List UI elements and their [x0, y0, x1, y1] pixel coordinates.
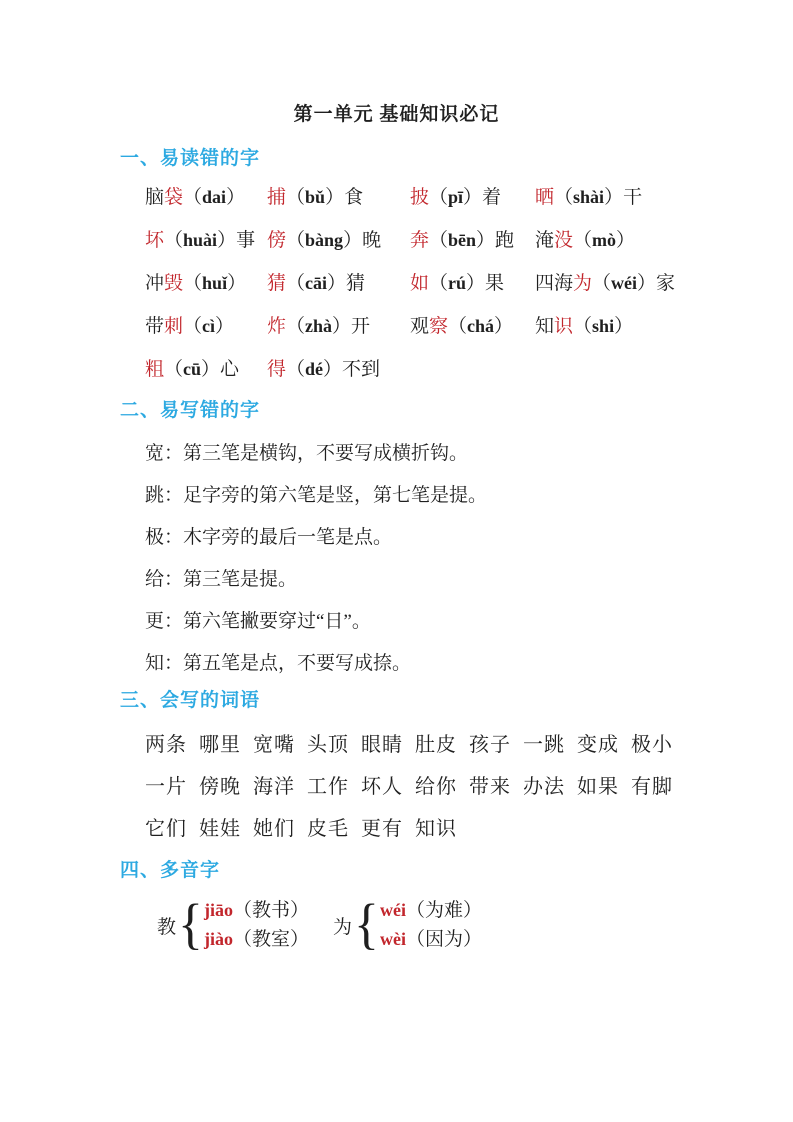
char-text: ）晚 [343, 230, 382, 251]
char-text: （ [183, 187, 203, 208]
pinyin-text: mò [592, 230, 617, 250]
stroke-note-line: 给：第三笔是提。 [145, 569, 298, 590]
char-text: （ [286, 230, 306, 251]
word: 如果 [577, 776, 619, 798]
char-text: 四海 [535, 273, 574, 294]
misread-item [410, 219, 535, 262]
char-text: ）果 [466, 273, 505, 294]
misread-item [145, 262, 267, 305]
highlighted-char: 没 [554, 230, 574, 251]
char-text: （ [164, 230, 184, 251]
highlighted-char: 刺 [164, 316, 184, 337]
highlighted-char: 炸 [267, 316, 287, 337]
pinyin-text: bǔ [305, 187, 326, 207]
char-text: （ [573, 316, 593, 337]
word: 孩子 [469, 734, 511, 756]
char-text: ）不到 [323, 359, 381, 380]
example-word: （因为） [405, 929, 482, 950]
misread-item [145, 219, 267, 262]
char-text: 冲 [145, 273, 165, 294]
example-word: （为难） [405, 900, 482, 921]
word: 皮毛 [307, 818, 349, 840]
pinyin-text: wéi [379, 900, 406, 920]
char-text: （ [183, 273, 203, 294]
pinyin-text: jiào [203, 929, 233, 949]
misread-item [267, 348, 410, 391]
section-heading-polyphones: 四、多音字 [120, 860, 221, 881]
misread-item [145, 305, 267, 348]
misread-item [267, 262, 410, 305]
char-text: （ [573, 230, 593, 251]
stroke-note-line: 极：木字旁的最后一笔是点。 [145, 527, 393, 548]
char-text: （ [183, 316, 203, 337]
polyphone-option [380, 925, 482, 954]
char-text: （ [286, 359, 306, 380]
word: 坏人 [361, 776, 403, 798]
stroke-note-line: 跳：足字旁的第六笔是竖，第七笔是提。 [145, 485, 488, 506]
example-word: （教书） [232, 900, 309, 921]
polyphone-options [380, 896, 482, 954]
char-text: ）事 [217, 230, 256, 251]
polyphone-group [157, 893, 309, 956]
word: 头顶 [307, 734, 349, 756]
word: 傍晚 [199, 776, 241, 798]
pinyin-text: cū [183, 359, 202, 379]
char-text: ）跑 [476, 230, 515, 251]
highlighted-char: 粗 [145, 359, 165, 380]
pinyin-text: huài [183, 230, 218, 250]
word: 一跳 [523, 734, 565, 756]
pinyin-text: dé [305, 359, 324, 379]
pinyin-text: zhà [305, 316, 333, 336]
highlighted-char: 察 [429, 316, 449, 337]
misread-char-grid [145, 176, 793, 391]
highlighted-char: 披 [410, 187, 430, 208]
pinyin-text: dai [202, 187, 227, 207]
pinyin-text: wéi [611, 273, 638, 293]
misread-item [267, 305, 410, 348]
char-text: ）食 [325, 187, 364, 208]
highlighted-char: 晒 [535, 187, 555, 208]
word: 给你 [415, 776, 457, 798]
word: 哪里 [199, 734, 241, 756]
char-text: ） [227, 273, 247, 294]
misread-item [410, 262, 535, 305]
highlighted-char: 为 [573, 273, 593, 294]
char-text: 脑 [145, 187, 165, 208]
highlighted-char: 奔 [410, 230, 430, 251]
char-text: （ [448, 316, 468, 337]
char-text: ） [616, 230, 636, 251]
polyphone-option [380, 896, 482, 925]
word: 极小 [631, 734, 673, 756]
word-line [145, 766, 793, 808]
char-text: （ [286, 316, 306, 337]
highlighted-char: 袋 [164, 187, 184, 208]
char-text: ）着 [463, 187, 502, 208]
word: 更有 [361, 818, 403, 840]
word: 娃娃 [199, 818, 241, 840]
polyphone-char: 为 [333, 916, 353, 938]
pinyin-text: cì [202, 316, 216, 336]
misread-item [410, 305, 535, 348]
word: 她们 [253, 818, 295, 840]
char-text: （ [429, 230, 449, 251]
pinyin-text: huǐ [202, 273, 228, 293]
miswrite-note-list [145, 433, 793, 685]
misread-item [535, 262, 793, 305]
word: 两条 [145, 734, 187, 756]
pinyin-text: rú [448, 273, 467, 293]
section-heading-misread: 一、易读错的字 [120, 148, 261, 169]
polyphone-char: 教 [157, 916, 177, 938]
stroke-note-line: 宽：第三笔是横钩，不要写成横折钩。 [145, 443, 469, 464]
brace-glyph: { [178, 893, 203, 956]
polyphone-group [333, 893, 482, 956]
char-text: ）开 [332, 316, 371, 337]
pinyin-text: bàng [305, 230, 344, 250]
brace-glyph: { [354, 893, 379, 956]
polyphone-group-row [157, 893, 793, 956]
char-text: （ [592, 273, 612, 294]
stroke-note-line: 知：第五笔是点，不要写成捺。 [145, 653, 412, 674]
char-text: 带 [145, 316, 165, 337]
misread-item [267, 176, 410, 219]
word: 它们 [145, 818, 187, 840]
pinyin-text: chá [467, 316, 495, 336]
char-text: ）家 [637, 273, 676, 294]
word: 肚皮 [415, 734, 457, 756]
char-text: （ [286, 273, 306, 294]
word: 办法 [523, 776, 565, 798]
char-text: ） [226, 187, 246, 208]
word: 变成 [577, 734, 619, 756]
word: 宽嘴 [253, 734, 295, 756]
word: 海洋 [253, 776, 295, 798]
misread-item [535, 219, 793, 262]
pinyin-text: shi [592, 316, 615, 336]
char-text: （ [429, 273, 449, 294]
misread-item [535, 176, 793, 219]
highlighted-char: 傍 [267, 230, 287, 251]
highlighted-char: 捕 [267, 187, 287, 208]
char-text: ）猜 [327, 273, 366, 294]
word: 有脚 [631, 776, 673, 798]
polyphone-option [204, 896, 309, 925]
word: 工作 [307, 776, 349, 798]
word: 一片 [145, 776, 187, 798]
pinyin-text: wèi [379, 929, 406, 949]
word: 带来 [469, 776, 511, 798]
misread-item [145, 348, 267, 391]
polyphone-options [204, 896, 309, 954]
word: 知识 [415, 818, 457, 840]
char-text: 观 [410, 316, 430, 337]
char-text: ）心 [201, 359, 240, 380]
char-text: ） [215, 316, 235, 337]
pinyin-text: shài [573, 187, 605, 207]
highlighted-char: 猜 [267, 273, 287, 294]
page-title: 第一单元 基础知识必记 [293, 104, 500, 125]
stroke-note-line: 更：第六笔撇要穿过“日”。 [145, 611, 371, 632]
section-heading-miswrite: 二、易写错的字 [120, 400, 261, 421]
polyphone-option [204, 925, 309, 954]
char-text: （ [554, 187, 574, 208]
pinyin-text: bēn [448, 230, 477, 250]
pinyin-text: cāi [305, 273, 328, 293]
misread-item [145, 176, 267, 219]
misread-item [267, 219, 410, 262]
char-text: 淹 [535, 230, 555, 251]
word-list [145, 724, 793, 850]
char-text: （ [429, 187, 449, 208]
word: 眼睛 [361, 734, 403, 756]
pinyin-text: jiāo [203, 900, 233, 920]
misread-item [410, 176, 535, 219]
char-text: 知 [535, 316, 555, 337]
highlighted-char: 毁 [164, 273, 184, 294]
highlighted-char: 坏 [145, 230, 165, 251]
highlighted-char: 识 [554, 316, 574, 337]
highlighted-char: 如 [410, 273, 430, 294]
example-word: （教室） [232, 929, 309, 950]
misread-item [535, 305, 793, 348]
char-text: ） [494, 316, 514, 337]
char-text: （ [286, 187, 306, 208]
char-text: （ [164, 359, 184, 380]
word-line [145, 808, 793, 850]
char-text: ） [614, 316, 634, 337]
word-line [145, 724, 793, 766]
pinyin-text: pī [448, 187, 464, 207]
highlighted-char: 得 [267, 359, 287, 380]
char-text: ）干 [604, 187, 643, 208]
section-heading-words: 三、会写的词语 [120, 690, 261, 711]
